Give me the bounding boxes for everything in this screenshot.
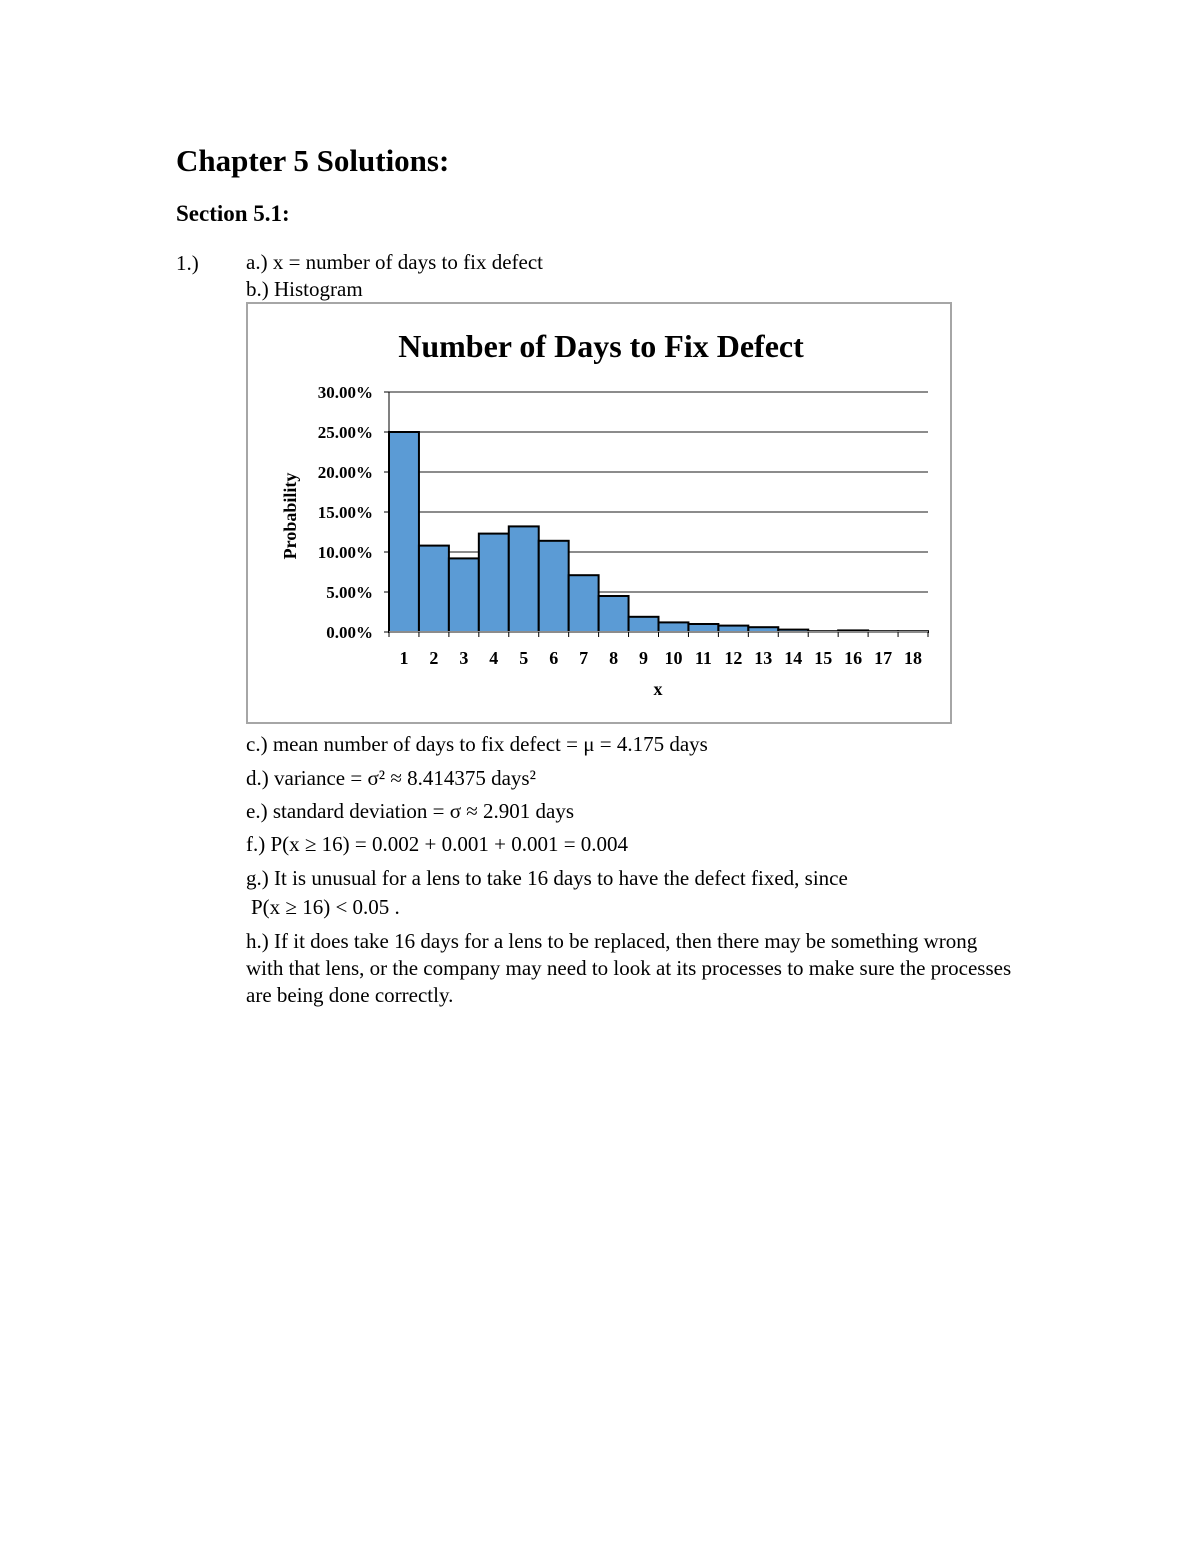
histogram-bar-5 [509,526,539,632]
chart-title: Number of Days to Fix Defect [398,328,804,364]
answer-g-inequality: P(x ≥ 16) < 0.05 . [251,895,400,919]
y-tick-label: 30.00% [317,383,373,402]
histogram-bar-1 [389,432,419,632]
x-tick-label: 18 [904,648,923,668]
x-tick-label: 12 [724,648,743,668]
x-tick-label: 3 [459,648,469,668]
histogram-bar-8 [599,596,629,632]
answer-b: b.) Histogram [246,277,363,301]
x-tick-label: 6 [549,648,559,668]
x-tick-label: 5 [519,648,529,668]
section-heading: Section 5.1: [176,201,290,226]
chapter-heading: Chapter 5 Solutions: [176,143,450,178]
x-tick-label: 14 [784,648,803,668]
y-tick-label: 25.00% [317,423,373,442]
histogram-bar-9 [629,617,659,632]
answer-c: c.) mean number of days to fix defect = μ = 4.175 days [246,732,708,756]
y-tick-label: 5.00% [326,583,373,602]
x-tick-label: 15 [814,648,833,668]
answer-f: f.) P(x ≥ 16) = 0.002 + 0.001 + 0.001 = 0.004 [246,832,629,856]
y-tick-label: 10.00% [317,543,373,562]
x-tick-label: 1 [399,648,409,668]
answer-d: d.) variance = σ² ≈ 8.414375 days² [246,766,536,790]
histogram-bar-10 [659,622,689,632]
x-tick-label: 9 [639,648,649,668]
x-tick-label: 10 [664,648,683,668]
x-tick-label: 17 [874,648,893,668]
x-tick-label: 11 [694,648,712,668]
x-tick-label: 8 [609,648,619,668]
answer-h: h.) If it does take 16 days for a lens to be replaced, then there may be something wrong with that lens, or the company may need to look at its processes to make sure the processes are being done correctly. [246,929,1012,1007]
y-tick-label: 0.00% [326,623,373,642]
answer-a: a.) x = number of days to fix defect [246,250,543,274]
x-axis-label: x [653,679,663,699]
answer-g: g.) It is unusual for a lens to take 16 days to have the defect fixed, since [246,866,848,890]
x-tick-label: 4 [489,648,499,668]
answer-e: e.) standard deviation = σ ≈ 2.901 days [246,799,575,823]
y-tick-label: 15.00% [317,503,373,522]
histogram-bar-4 [479,534,509,632]
x-tick-label: 16 [844,648,863,668]
histogram-chart [246,302,952,724]
histogram-bar-11 [688,624,718,632]
histogram-bar-6 [539,541,569,632]
x-tick-label: 7 [579,648,589,668]
x-tick-label: 13 [754,648,773,668]
x-tick-label: 2 [429,648,439,668]
y-tick-label: 20.00% [317,463,373,482]
histogram-bar-7 [569,575,599,632]
histogram-bar-2 [419,546,449,632]
problem-number: 1.) [176,251,199,275]
histogram-svg [248,304,950,722]
histogram-bar-3 [449,558,479,632]
y-axis-label: Probability [280,472,300,560]
